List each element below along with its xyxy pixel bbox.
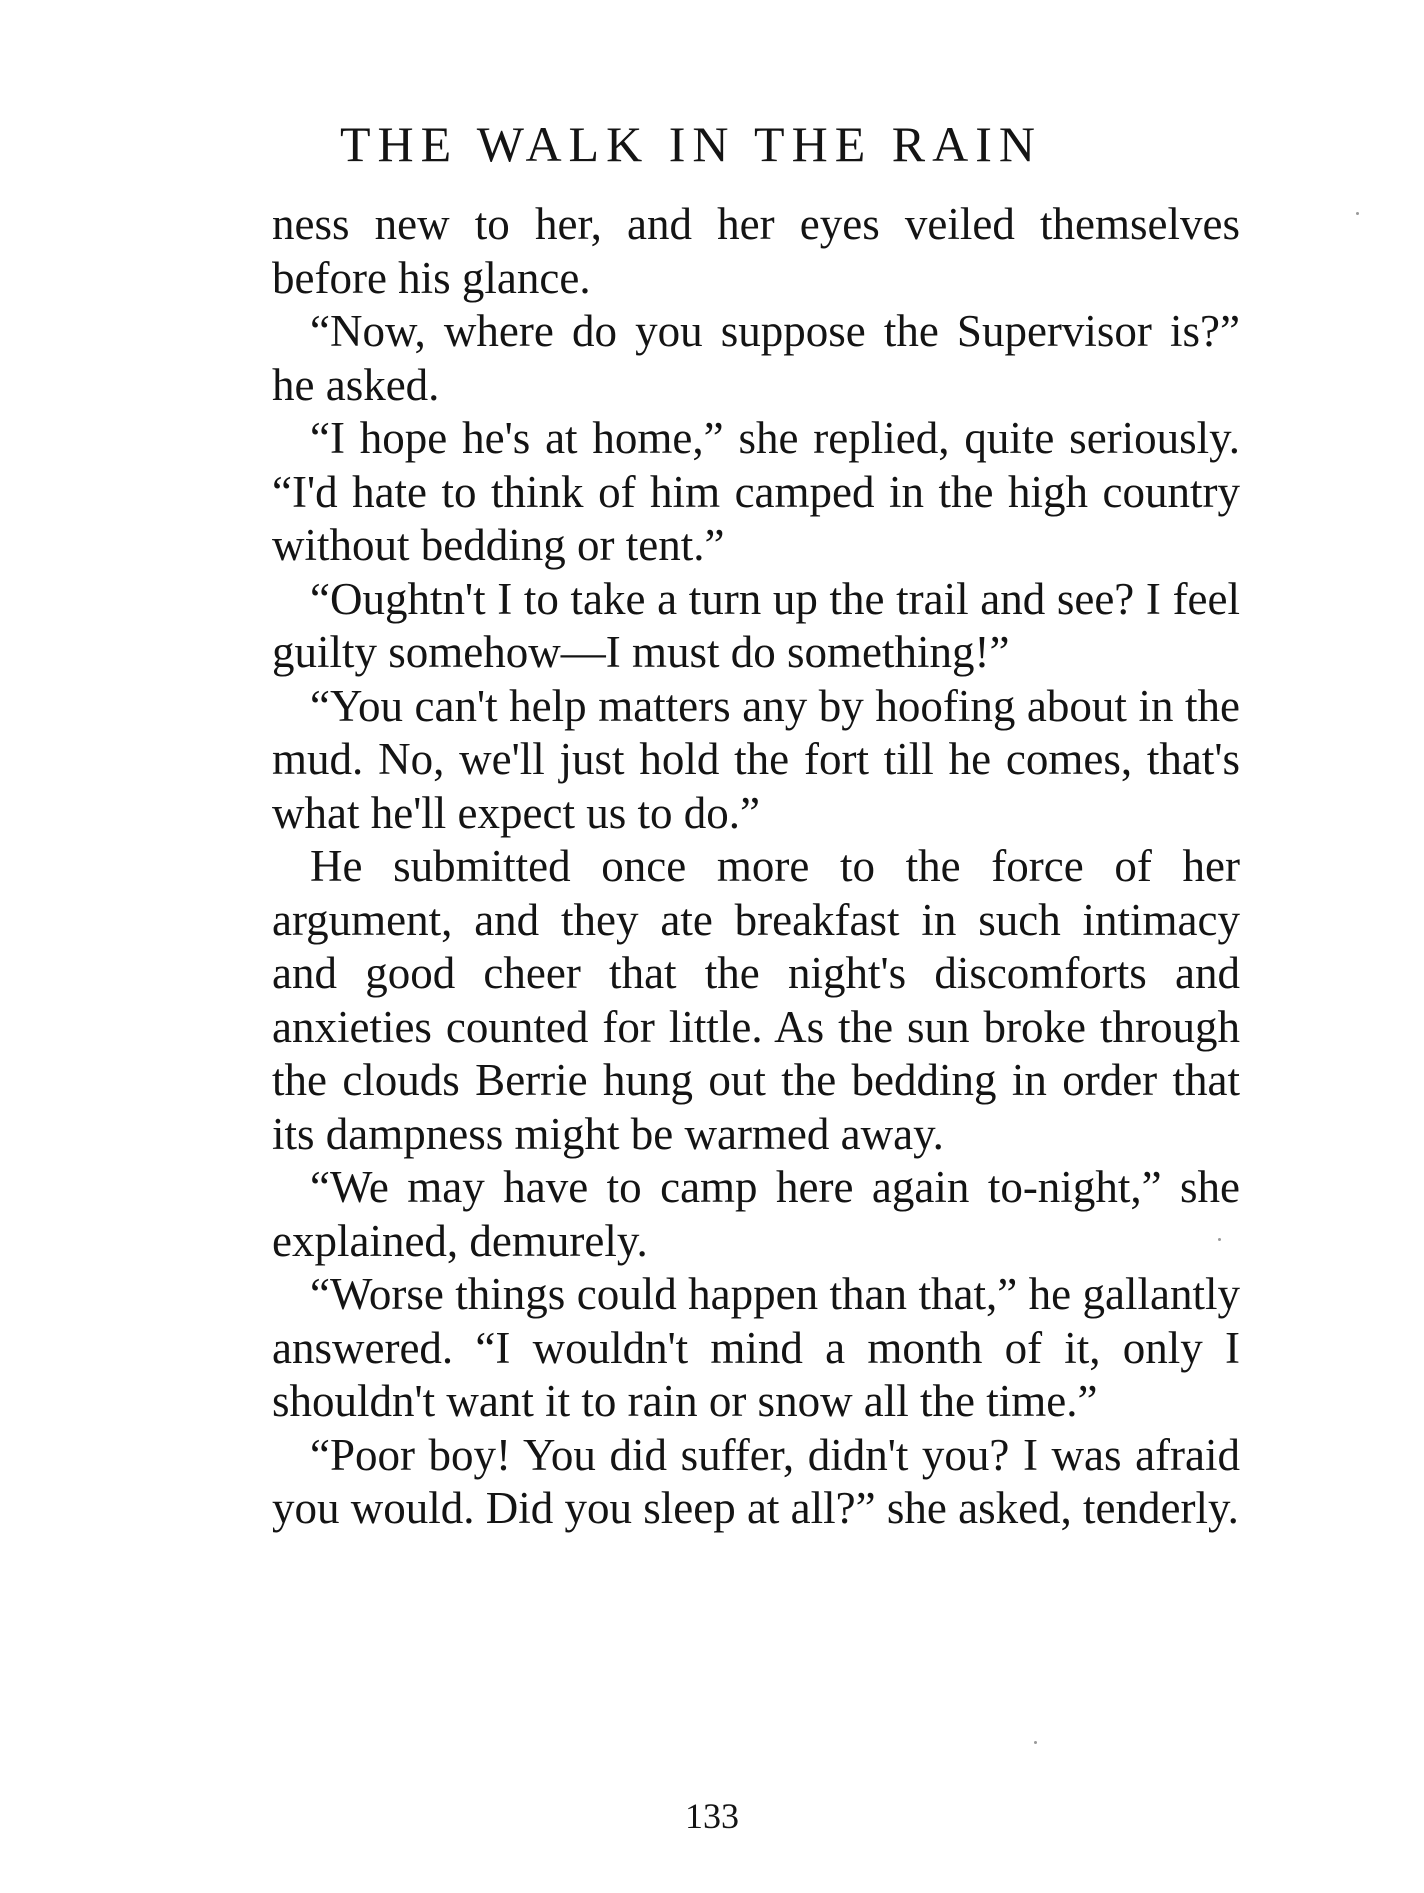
paragraph: “Poor boy! You did suffer, didn't you? I was afraid you would. Did you sleep at all?” she asked, tenderly.: [272, 1429, 1240, 1533]
paper-speck: [1356, 212, 1359, 215]
paragraph: “We may have to camp here again to-night,” she explained, demurely.: [272, 1162, 1240, 1266]
paragraph: He submitted once more to the force of her argument, and they ate breakfast in such intimacy and good cheer that the night's discomforts and anxieties counted for little. As the sun broke through the clouds Berrie hung out the bedding in order that its dampness might be warmed away.: [272, 841, 1240, 1159]
paragraph: “Oughtn't I to take a turn up the trail and see? I feel guilty somehow—I must do something!”: [272, 573, 1240, 677]
body-text: [272, 198, 1240, 1536]
running-head: THE WALK IN THE RAIN: [340, 116, 1042, 172]
paragraph: “Worse things could happen than that,” he gallantly answered. “I wouldn't mind a month of it, only I shouldn't want it to rain or snow all the time.”: [272, 1269, 1240, 1426]
paragraph: “You can't help matters any by hoofing about in the mud. No, we'll just hold the fort till he comes, that's what he'll expect us to do.”: [272, 680, 1240, 838]
paragraph: “I hope he's at home,” she replied, quite seriously. “I'd hate to think of him camped in the high country without bedding or tent.”: [272, 413, 1240, 570]
paragraph: ness new to her, and her eyes veiled themselves before his glance.: [272, 199, 1240, 303]
page-number: 133: [685, 1796, 739, 1836]
paper-speck: [1034, 1741, 1037, 1744]
paragraph: “Now, where do you suppose the Supervisor is?” he asked.: [272, 306, 1240, 410]
paper-speck: [1218, 1238, 1221, 1241]
